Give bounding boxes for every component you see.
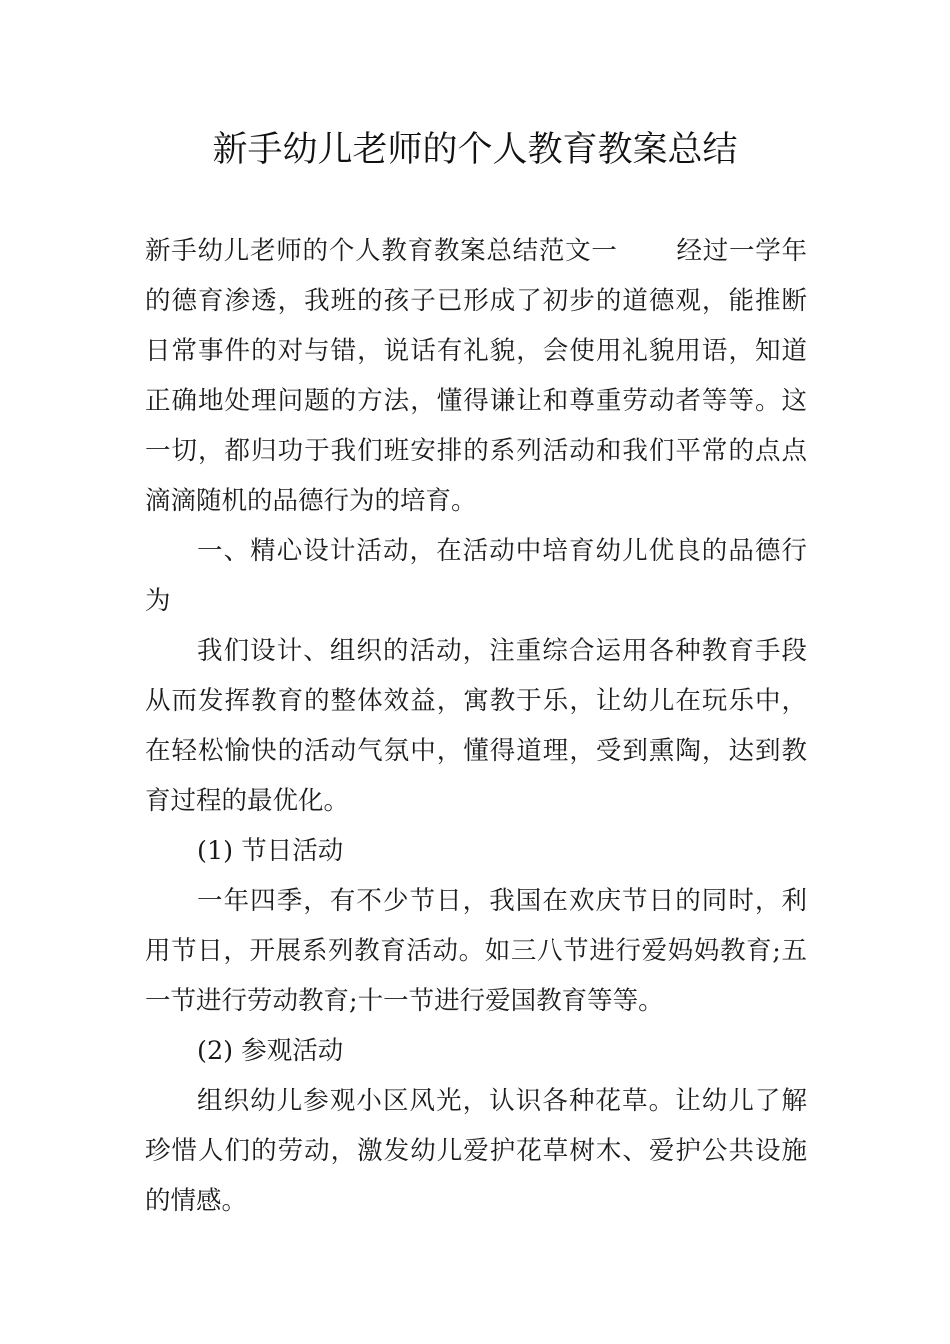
text-line: 一年四季，有不少节日，我国在欢庆节日的同时，利 xyxy=(197,886,807,916)
text-line: 的德育渗透，我班的孩子已形成了初步的道德观，能推断 xyxy=(145,286,807,316)
subsection-heading: (1) 节日活动 xyxy=(197,836,344,866)
document-title: 新手幼儿老师的个人教育教案总结 xyxy=(212,130,738,170)
text-line: 一节进行劳动教育;十一节进行爱国教育等等。 xyxy=(145,986,664,1016)
text-line: 一切，都归功于我们班安排的系列活动和我们平常的点点 xyxy=(145,436,807,466)
text-line: 滴滴随机的品德行为的培育。 xyxy=(145,486,477,516)
text-line: 日常事件的对与错，说话有礼貌，会使用礼貌用语，知道 xyxy=(145,336,807,366)
text-line: 在轻松愉快的活动气氛中，懂得道理，受到熏陶，达到教 xyxy=(145,736,807,766)
text-line: 正确地处理问题的方法，懂得谦让和尊重劳动者等等。这 xyxy=(145,386,807,416)
section-heading-end: 为 xyxy=(145,586,171,616)
text-line: 珍惜人们的劳动，激发幼儿爱护花草树木、爱护公共设施 xyxy=(145,1136,807,1166)
text-line xyxy=(145,226,807,276)
subsection-heading: (2) 参观活动 xyxy=(197,1036,344,1066)
text-line: 育过程的最优化。 xyxy=(145,786,350,816)
section-heading: 一、精心设计活动，在活动中培育幼儿优良的品德行 xyxy=(197,536,807,566)
text-line: 组织幼儿参观小区风光，认识各种花草。让幼儿了解 xyxy=(197,1086,807,1116)
intro-text: 经过一学年 xyxy=(675,236,807,266)
text-line: 我们设计、组织的活动，注重综合运用各种教育手段 xyxy=(197,636,807,666)
document-body xyxy=(145,226,807,1226)
heading-text: 新手幼儿老师的个人教育教案总结范文一 xyxy=(145,236,618,266)
text-line: 从而发挥教育的整体效益，寓教于乐，让幼儿在玩乐中， xyxy=(145,686,807,716)
text-line: 的情感。 xyxy=(145,1186,248,1216)
text-line: 用节日，开展系列教育活动。如三八节进行爱妈妈教育;五 xyxy=(145,936,807,966)
